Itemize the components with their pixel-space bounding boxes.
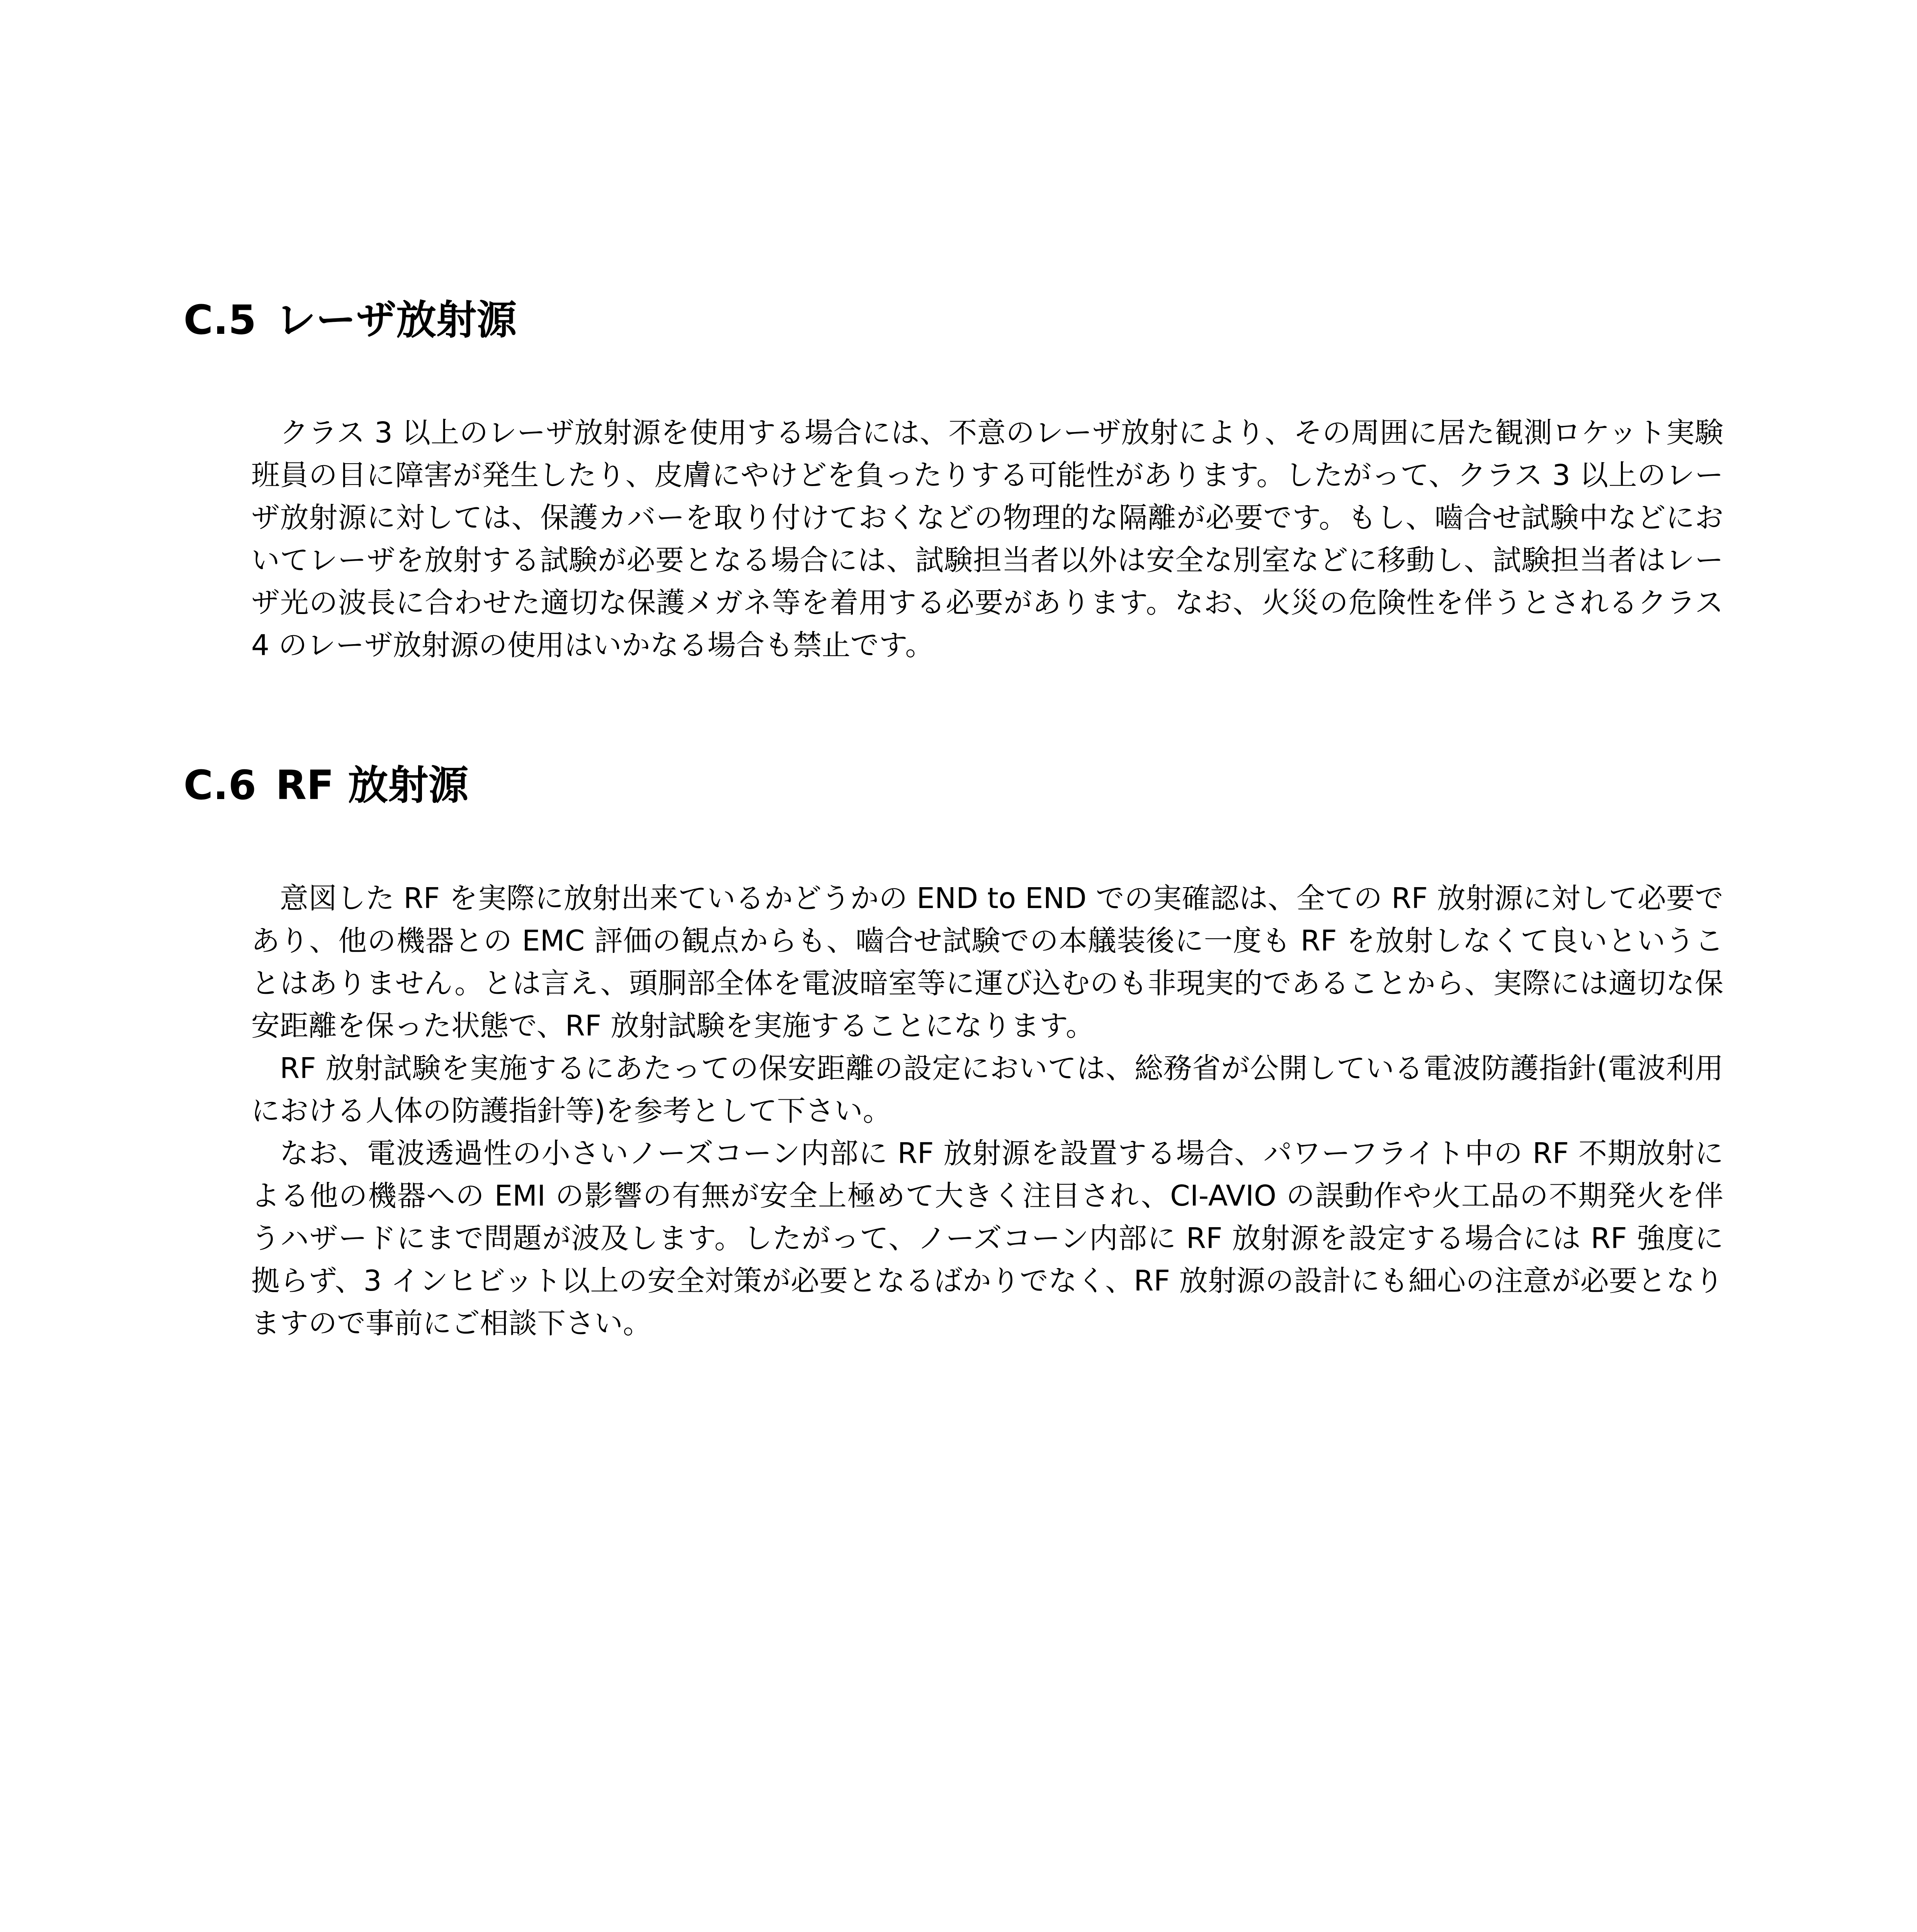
section-heading-c6 [184, 762, 469, 808]
section-number: C.6 [184, 762, 257, 809]
section-body-c6 [251, 877, 1723, 1345]
section-heading-c5 [184, 297, 517, 343]
paragraph: クラス 3 以上のレーザ放射源を使用する場合には、不意のレーザ放射により、その周囲に居た観測ロケット実験班員の目に障害が発生したり、皮膚にやけどを負ったりする可能性があります。したがって、クラス 3 以上のレーザ放射源に対しては、保護カバーを取り付けておくなどの物理的な隔離が必要です。もし、嚙合せ試験中などにおいてレーザを放射する試験が必要となる場合には、試験担当者以外は安全な別室などに移動し、試験担当者はレーザ光の波長に合わせた適切な保護メガネ等を着用する必要があります。なお、火災の危険性を伴うとされるクラス 4 のレーザ放射源の使用はいかなる場合も禁止です。 [251, 416, 1723, 662]
section-title: RF 放射源 [276, 762, 469, 809]
paragraph: 意図した RF を実際に放射出来ているかどうかの END to END での実確認は、全ての RF 放射源に対して必要であり、他の機器との EMC 評価の観点からも、嚙合せ試験での本艤装後に一度も RF を放射しなくて良いということはありません。とは言え、頭胴部全体を電波暗室等に運び込むのも非現実的であることから、実際には適切な保安距離を保った状態で、RF 放射試験を実施することになります。 [251, 882, 1723, 1043]
section-number: C.5 [184, 296, 257, 344]
paragraph: RF 放射試験を実施するにあたっての保安距離の設定においては、総務省が公開している電波防護指針(電波利用における人体の防護指針等)を参考として下さい。 [251, 1052, 1723, 1128]
section-title: レーザ放射源 [276, 296, 517, 344]
paragraph: なお、電波透過性の小さいノーズコーン内部に RF 放射源を設置する場合、パワーフライト中の RF 不期放射による他の機器への EMI の影響の有無が安全上極めて大きく注目され、CI-AVIO の誤動作や火工品の不期発火を伴うハザードにまで問題が波及します。したがって、ノーズコーン内部に RF 放射源を設定する場合には RF 強度に拠らず、3 インヒビット以上の安全対策が必要となるばかりでなく、RF 放射源の設計にも細心の注意が必要となりますので事前にご相談下さい。 [251, 1137, 1723, 1340]
section-body-c5 [251, 412, 1723, 667]
